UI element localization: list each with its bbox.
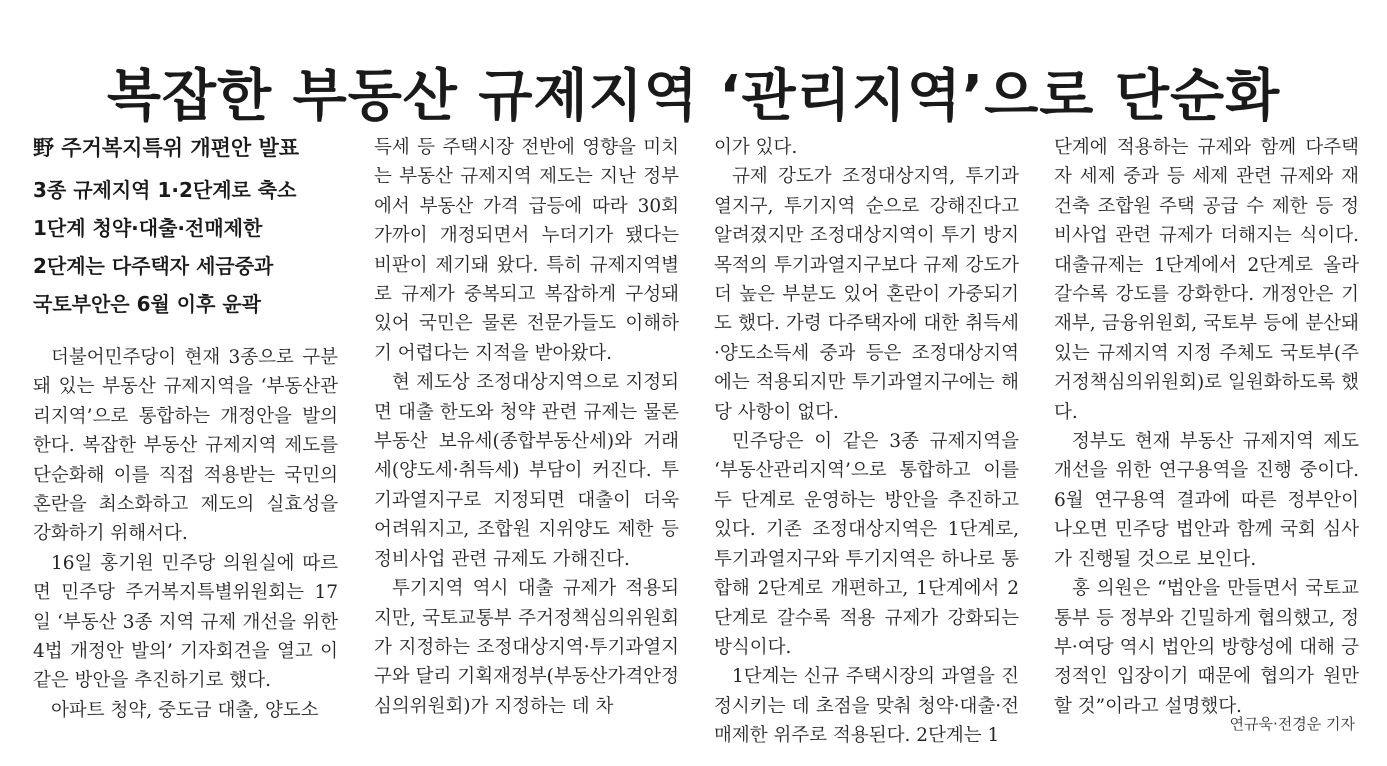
body-paragraph: 투기지역 역시 대출 규제가 적용되지만, 국토교통부 주거정책심의위원회가 지정하는 조정대상지역·투기과열지구와 달리 기획재정부(부동산가격안정심의위원회)가 지정하는 데 차 [374, 578, 679, 717]
subheadline-line: 3종 규제지역 1·2단계로 축소 [33, 178, 297, 202]
body-paragraph: 이가 있다. [714, 137, 798, 158]
body-paragraph: 현 제도상 조정대상지역으로 지정되면 대출 한도와 청약 관련 규제는 물론 부동산 보유세(종합부동산세)와 거래세(양도세·취득세) 부담이 커진다. 투기과열지구로 지정되면 대출이 더욱 어려워지고, 조합원 지위양도 제한 등 정비사업 관련 규제도 가해진다. [374, 372, 679, 570]
body-paragraph: 더불어민주당이 현재 3종으로 구분돼 있는 부동산 규제지역을 ‘부동산관리지역’으로 통합하는 개정안을 발의한다. 복잡한 부동산 규제지역 제도를 단순화해 이를 직접 적용받는 국민의 혼란을 최소화하고 제도의 실효성을 강화하기 위해서다. [33, 347, 338, 545]
subheadline-line: 1단계 청약·대출·전매제한 [33, 216, 263, 240]
body-paragraph: 득세 등 주택시장 전반에 영향을 미치는 부동산 규제지역 제도는 지난 정부에서 부동산 가격 급등에 따라 30회 가까이 개정되면서 누더기가 됐다는 비판이 제기돼 왔다. 특히 규제지역별로 규제가 중복되고 복잡하게 구성돼 있어 국민은 물론 전문가들도 이해하기 어렵다는 지적을 받아왔다. [374, 137, 679, 364]
subheadline-line: 2단계는 다주택자 세금중과 [33, 254, 274, 278]
body-paragraph: 정부도 현재 부동산 규제지역 제도 개선을 위한 연구용역을 진행 중이다. 6월 연구용역 결과에 따른 정부안이 나오면 민주당 법안과 함께 국회 심사가 진행될 것으로 보인다. [1054, 431, 1359, 570]
article-headline: 복잡한 부동산 규제지역 ‘관리지역’으로 단순화 [106, 63, 1281, 129]
subheadline-line: 국토부안은 6월 이후 윤곽 [33, 292, 262, 316]
article-column-4 [1054, 133, 1359, 721]
body-paragraph: 단계에 적용하는 규제와 함께 다주택자 세제 중과 등 세제 관련 규제와 재건축 조합원 주택 공급 수 제한 등 정비사업 관련 규제가 더해지는 식이다. 대출규제는 1단계에서 2단계로 올라갈수록 강도를 강화한다. 개정안은 기재부, 금융위원회, 국토부 등에 분산돼 있는 규제지역 지정 주체도 국토부(주거정책심의위원회)로 일원화하도록 했다. [1054, 137, 1359, 423]
body-paragraph: 규제 강도가 조정대상지역, 투기과열지구, 투기지역 순으로 강해진다고 알려졌지만 조정대상지역이 투기 방지 목적의 투기과열지구보다 규제 강도가 더 높은 부분도 있어 혼란이 가중되기도 했다. 가령 다주택자에 대한 취득세·양도소득세 중과 등은 조정대상지역에는 적용되지만 투기과열지구에는 해당 사항이 없다. [714, 166, 1019, 423]
subheadline-block [33, 133, 338, 323]
subheadline-kicker: 野 주거복지특위 개편안 발표 [33, 136, 300, 160]
body-paragraph: 홍 의원은 “법안을 만들면서 국토교통부 등 정부와 긴밀하게 협의했고, 정부·여당 역시 법안의 방향성에 대해 긍정적인 입장이기 때문에 협의가 원만할 것”이라고 설명했다. [1054, 578, 1359, 717]
byline: 연규욱·전경운 기자 [1229, 715, 1355, 733]
body-paragraph: 민주당은 이 같은 3종 규제지역을 ‘부동산관리지역’으로 통합하고 이를 두 단계로 운영하는 방안을 추진하고 있다. 기존 조정대상지역은 1단계로, 투기과열지구와 투기지역은 하나로 통합해 2단계로 개편하고, 1단계에서 2단계로 갈수록 적용 규제가 강화되는 방식이다. [714, 431, 1019, 658]
article-column-3 [714, 133, 1019, 751]
body-paragraph: 16일 홍기원 민주당 의원실에 따르면 민주당 주거복지특별위원회는 17일 ‘부동산 3종 지역 규제 개선을 위한 4법 개정안 발의’ 기자회견을 열고 이 같은 방안을 추진하기로 했다. [33, 552, 338, 692]
article-column-2 [374, 133, 679, 721]
body-paragraph: 아파트 청약, 중도금 대출, 양도소 [51, 699, 319, 721]
article-column-1 [33, 133, 338, 725]
body-paragraph: 1단계는 신규 주택시장의 과열을 진정시키는 데 초점을 맞춰 청약·대출·전매제한 위주로 적용된다. 2단계는 1 [714, 666, 1019, 747]
